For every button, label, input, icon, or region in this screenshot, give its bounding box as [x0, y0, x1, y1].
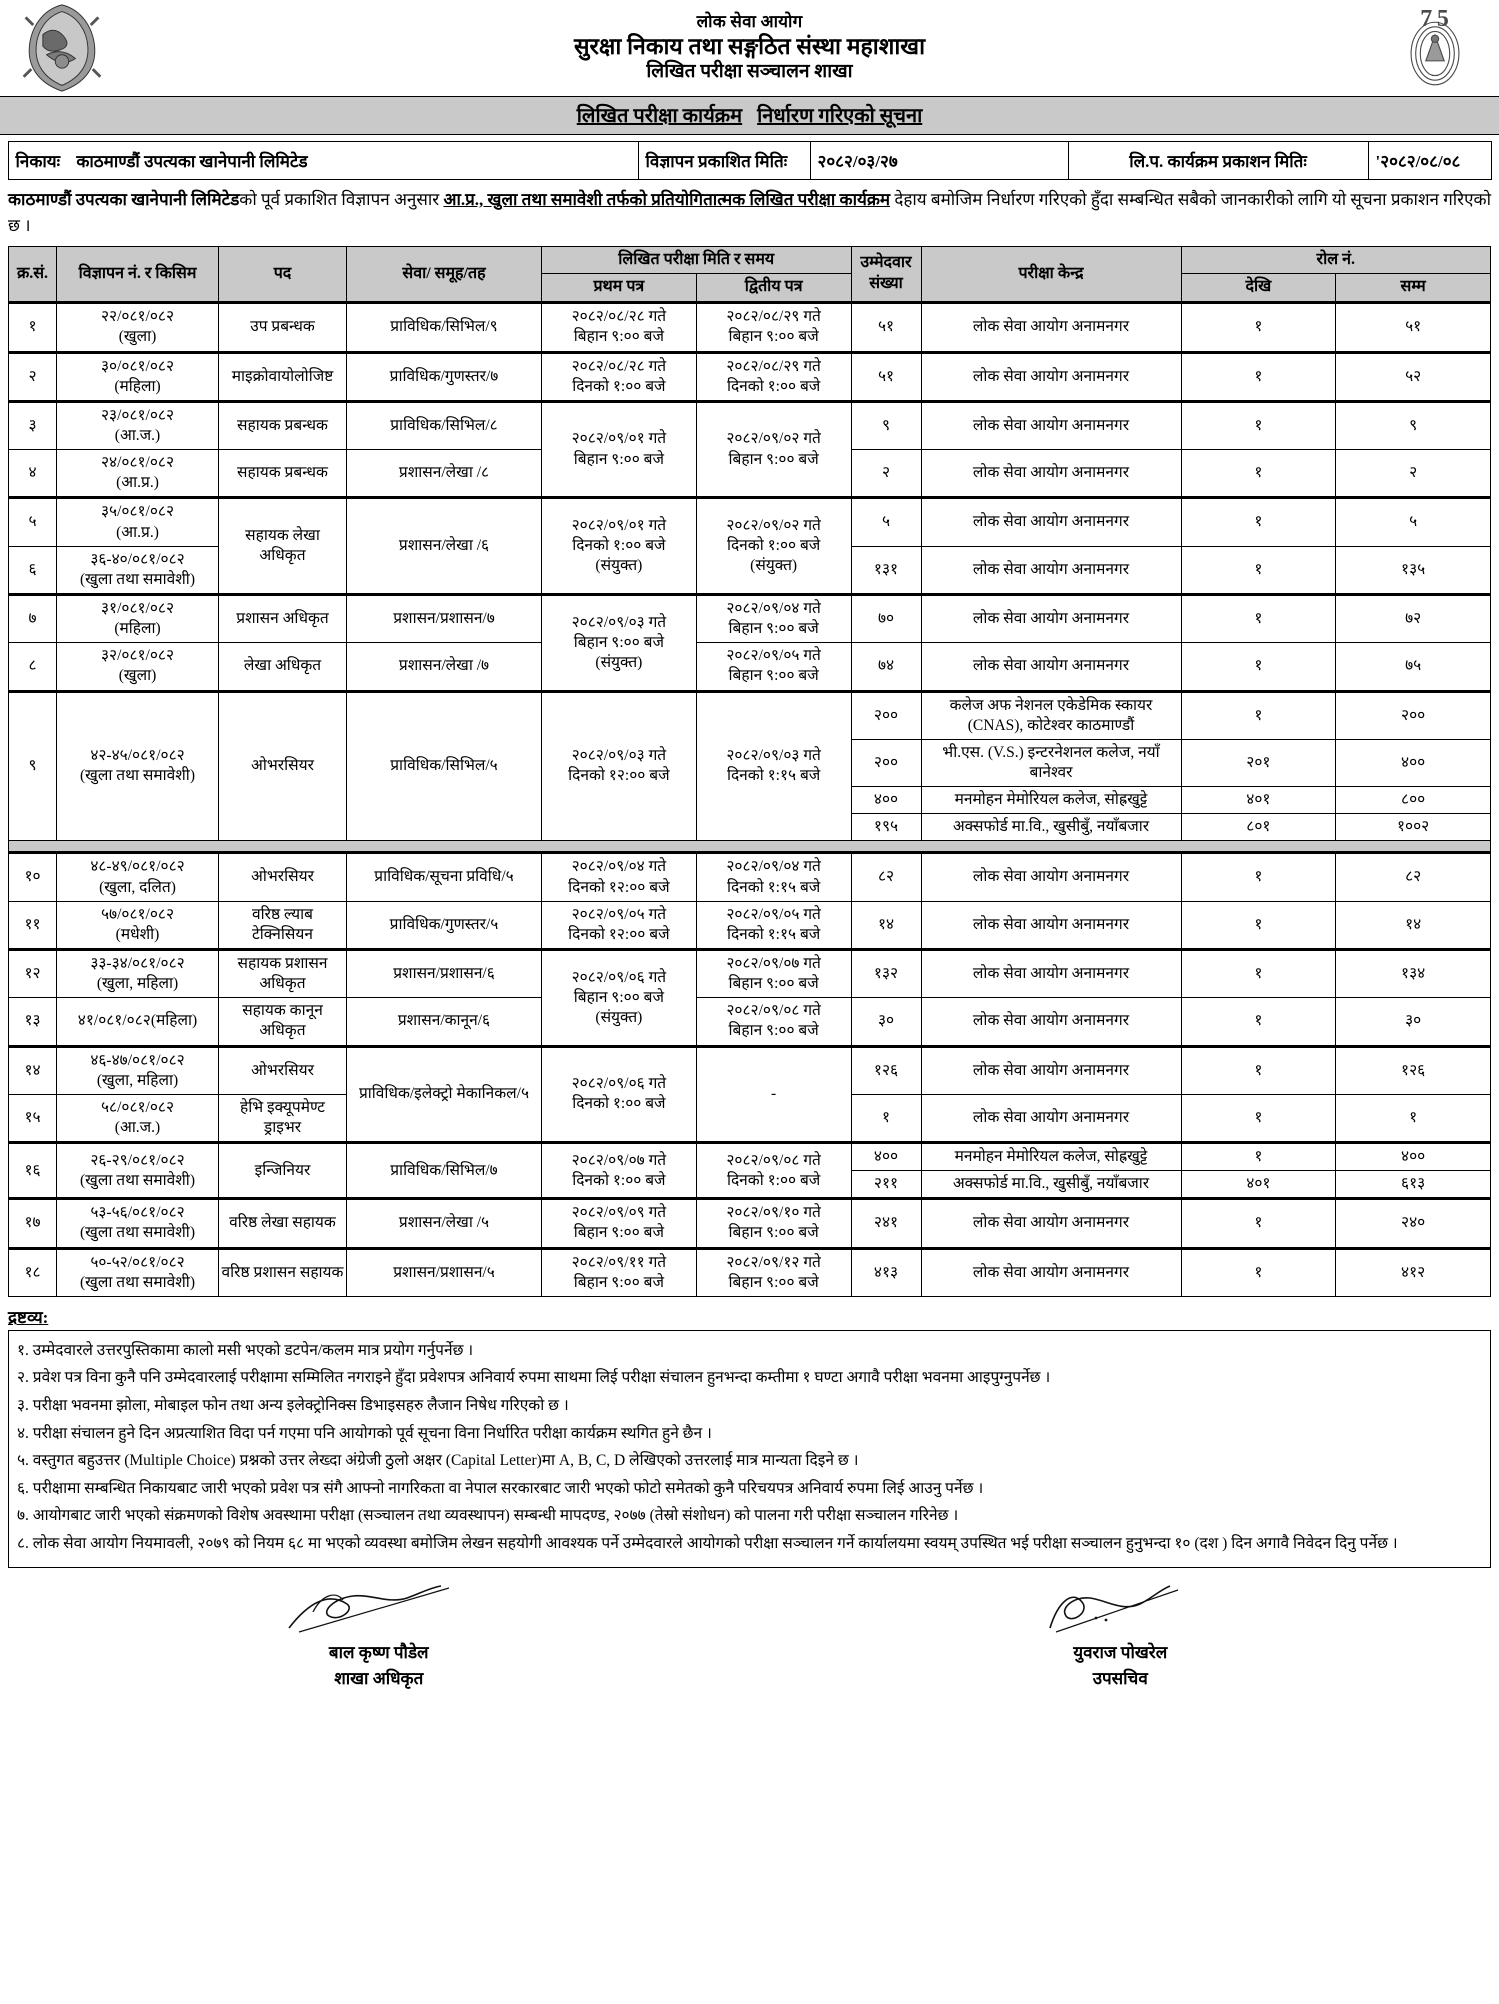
cell-roll-to: ६१३: [1336, 1171, 1491, 1199]
th-candidate-count: उम्मेदवार संख्या: [851, 246, 921, 303]
cell-roll-to: १३४: [1336, 949, 1491, 997]
meta-strip: [8, 141, 1492, 180]
th-exam-date-time: लिखित परीक्षा मिति र समय: [542, 246, 852, 274]
cell-roll-from: १: [1181, 998, 1336, 1046]
header-row-1: [9, 246, 1491, 274]
cell-post: वरिष्ठ ल्याब टेक्निसियन: [219, 901, 347, 949]
cell-serial: ४: [9, 450, 57, 498]
notice-title-bar: [0, 96, 1499, 135]
cell-service: प्रशासन/लेखा /५: [347, 1199, 542, 1248]
cell-roll-to: १: [1336, 1094, 1491, 1142]
cell-paper2-datetime: -: [696, 1046, 851, 1143]
cell-paper2-datetime: २०८२/०९/१० गते बिहान ९:०० बजे: [696, 1199, 851, 1248]
table-row: [9, 1046, 1491, 1094]
cell-roll-to: ५१: [1336, 303, 1491, 352]
cell-service: प्राविधिक/गुणस्तर/५: [347, 901, 542, 949]
table-row: [9, 303, 1491, 352]
cell-exam-center: लोक सेवा आयोग अनामनगर: [921, 352, 1181, 401]
cell-service: प्रशासन/प्रशासन/५: [347, 1248, 542, 1296]
cell-exam-center: लोक सेवा आयोग अनामनगर: [921, 498, 1181, 546]
cell-roll-to: ४१२: [1336, 1248, 1491, 1296]
cell-roll-to: ७५: [1336, 643, 1491, 691]
cell-roll-from: १: [1181, 594, 1336, 642]
table-row: [9, 401, 1491, 449]
department-name: सुरक्षा निकाय तथा सङ्गठित संस्था महाशाखा: [573, 34, 926, 60]
svg-text:7: 7: [1420, 5, 1433, 32]
cell-exam-center: अक्सफोर्ड मा.वि., खुसीबुँ, नयाँबजार: [921, 814, 1181, 841]
table-row: [9, 1248, 1491, 1296]
cell-roll-to: ८००: [1336, 787, 1491, 814]
cell-service: प्राविधिक/इलेक्ट्रो मेकानिकल/५: [347, 1046, 542, 1143]
cell-exam-center: लोक सेवा आयोग अनामनगर: [921, 401, 1181, 449]
table-row: [9, 949, 1491, 997]
th-paper-2: द्वितीय पत्र: [696, 274, 851, 303]
cell-advertisement: ३१/०८१/०८२ (महिला): [57, 594, 219, 642]
cell-service: प्राविधिक/सिभिल/५: [347, 691, 542, 841]
cell-roll-from: ४०१: [1181, 787, 1336, 814]
cell-post: लेखा अधिकृत: [219, 643, 347, 691]
section-name: लिखित परीक्षा सञ्चालन शाखा: [646, 61, 853, 83]
intro-body-name: काठमाण्डौं उपत्यका खानेपानी लिमिटेड: [8, 190, 240, 209]
th-roll-no: रोल नं.: [1181, 246, 1491, 274]
cell-post: ओभरसियर: [219, 853, 347, 901]
cell-paper2-datetime: २०८२/०९/०४ गते बिहान ९:०० बजे: [696, 594, 851, 642]
cell-paper1-datetime: २०८२/०९/०५ गते दिनको १२:०० बजे: [542, 901, 697, 949]
advertisement-date-label: विज्ञापन प्रकाशित मितिः: [638, 142, 810, 180]
table-row: [9, 853, 1491, 901]
cell-roll-from: १: [1181, 1094, 1336, 1142]
table-row: [9, 498, 1491, 546]
th-serial: क्र.सं.: [9, 246, 57, 303]
cell-roll-from: १: [1181, 1199, 1336, 1248]
cell-paper1-datetime: २०८२/०८/२८ गते दिनको १:०० बजे: [542, 352, 697, 401]
cell-exam-center: लोक सेवा आयोग अनामनगर: [921, 949, 1181, 997]
cell-roll-from: ८०१: [1181, 814, 1336, 841]
cell-roll-to: १२६: [1336, 1046, 1491, 1094]
cell-roll-from: १: [1181, 643, 1336, 691]
cell-exam-center: लोक सेवा आयोग अनामनगर: [921, 594, 1181, 642]
cell-service: प्रशासन/लेखा /७: [347, 643, 542, 691]
exam-schedule-table: [8, 246, 1491, 1297]
cell-advertisement: ३५/०८१/०८२ (आ.प्र.): [57, 498, 219, 546]
cell-service: प्रशासन/प्रशासन/७: [347, 594, 542, 642]
table-row: [9, 691, 1491, 739]
cell-roll-from: २०१: [1181, 739, 1336, 786]
table-row: [9, 901, 1491, 949]
notice-title-part2: निर्धारण गरिएको सूचना: [757, 105, 923, 127]
cell-candidate-count: १३२: [851, 949, 921, 997]
table-head: [9, 246, 1491, 303]
signature-mark-left-icon: [169, 1582, 589, 1638]
cell-advertisement: ३६-४०/०८१/०८२ (खुला तथा समावेशी): [57, 546, 219, 594]
cell-serial: १८: [9, 1248, 57, 1296]
cell-post: सहायक प्रबन्धक: [219, 401, 347, 449]
masthead: [0, 0, 1499, 96]
cell-advertisement: ५३-५६/०८१/०८२ (खुला तथा समावेशी): [57, 1199, 219, 1248]
cell-post: इन्जिनियर: [219, 1143, 347, 1199]
cell-serial: ७: [9, 594, 57, 642]
intro-highlight: आ.प्र., खुला तथा समावेशी तर्फको प्रतियोगितात्मक लिखित परीक्षा कार्यक्रम: [443, 190, 891, 209]
cell-roll-to: ७२: [1336, 594, 1491, 642]
cell-serial: २: [9, 352, 57, 401]
cell-candidate-count: २: [851, 450, 921, 498]
th-exam-center: परीक्षा केन्द्र: [921, 246, 1181, 303]
cell-paper1-datetime: २०८२/०९/०३ गते बिहान ९:०० बजे (संयुक्त): [542, 594, 697, 691]
program-publish-label: लि.प. कार्यक्रम प्रकाशन मितिः: [1068, 142, 1368, 180]
cell-candidate-count: १३१: [851, 546, 921, 594]
signature-left-title: शाखा अधिकृत: [334, 1669, 424, 1689]
cell-post: सहायक लेखा अधिकृत: [219, 498, 347, 595]
cell-roll-from: १: [1181, 450, 1336, 498]
cell-paper2-datetime: २०८२/०९/०५ गते दिनको १:१५ बजे: [696, 901, 851, 949]
cell-service: प्राविधिक/सिभिल/८: [347, 401, 542, 449]
signature-right: [910, 1582, 1330, 1689]
cell-advertisement: ३३-३४/०८१/०८२ (खुला, महिला): [57, 949, 219, 997]
cell-roll-to: ८२: [1336, 853, 1491, 901]
note-item: १. उम्मेदवारले उत्तरपुस्तिकामा कालो मसी भएको डटपेन/कलम मात्र प्रयोग गर्नुपर्नेछ ।: [17, 1341, 474, 1359]
cell-candidate-count: ९: [851, 401, 921, 449]
cell-roll-to: २: [1336, 450, 1491, 498]
cell-exam-center: मनमोहन मेमोरियल कलेज, सोह्रखुट्टे: [921, 787, 1181, 814]
svg-text:5: 5: [1436, 5, 1449, 32]
cell-exam-center: अक्सफोर्ड मा.वि., खुसीबुँ, नयाँबजार: [921, 1171, 1181, 1199]
cell-candidate-count: ४१३: [851, 1248, 921, 1296]
cell-roll-from: १: [1181, 691, 1336, 739]
nepal-government-emblem-icon: [14, 2, 110, 94]
cell-exam-center: कलेज अफ नेशनल एकेडेमिक स्कायर (CNAS), कोटेश्वर काठमाण्डौं: [921, 691, 1181, 739]
cell-candidate-count: २४१: [851, 1199, 921, 1248]
cell-roll-from: १: [1181, 546, 1336, 594]
cell-advertisement: ५७/०८१/०८२ (मधेशी): [57, 901, 219, 949]
cell-roll-from: १: [1181, 1046, 1336, 1094]
cell-service: प्राविधिक/सिभिल/७: [347, 1143, 542, 1199]
cell-advertisement: ४१/०८१/०८२(महिला): [57, 998, 219, 1046]
cell-serial: ९: [9, 691, 57, 841]
cell-exam-center: लोक सेवा आयोग अनामनगर: [921, 1248, 1181, 1296]
cell-roll-to: ४००: [1336, 739, 1491, 786]
cell-advertisement: २४/०८१/०८२ (आ.प्र.): [57, 450, 219, 498]
cell-post: ओभरसियर: [219, 691, 347, 841]
cell-roll-from: १: [1181, 401, 1336, 449]
cell-service: प्राविधिक/सिभिल/९: [347, 303, 542, 352]
cell-post: ओभरसियर: [219, 1046, 347, 1094]
cell-candidate-count: ३०: [851, 998, 921, 1046]
cell-serial: ३: [9, 401, 57, 449]
cell-advertisement: ४६-४७/०८१/०८२ (खुला, महिला): [57, 1046, 219, 1094]
cell-post: प्रशासन अधिकृत: [219, 594, 347, 642]
cell-candidate-count: ८२: [851, 853, 921, 901]
cell-paper2-datetime: २०८२/०८/२९ गते बिहान ९:०० बजे: [696, 303, 851, 352]
cell-paper2-datetime: २०८२/०९/०२ गते बिहान ९:०० बजे: [696, 401, 851, 498]
table-body: [9, 303, 1491, 1297]
cell-serial: १: [9, 303, 57, 352]
cell-exam-center: लोक सेवा आयोग अनामनगर: [921, 998, 1181, 1046]
organization-titles: [574, 12, 925, 84]
signature-area: [8, 1578, 1491, 1689]
body-label: निकायः: [15, 152, 61, 171]
cell-roll-to: ३०: [1336, 998, 1491, 1046]
psc-anniversary-logo-icon: [1389, 2, 1481, 94]
cell-exam-center: लोक सेवा आयोग अनामनगर: [921, 643, 1181, 691]
cell-roll-to: ९: [1336, 401, 1491, 449]
table-row: [9, 998, 1491, 1046]
cell-paper1-datetime: २०८२/०९/०४ गते दिनको १२:०० बजे: [542, 853, 697, 901]
cell-exam-center: लोक सेवा आयोग अनामनगर: [921, 1046, 1181, 1094]
cell-candidate-count: ७४: [851, 643, 921, 691]
cell-roll-from: १: [1181, 1143, 1336, 1171]
cell-exam-center: मनमोहन मेमोरियल कलेज, सोह्रखुट्टे: [921, 1143, 1181, 1171]
cell-candidate-count: २११: [851, 1171, 921, 1199]
cell-candidate-count: २००: [851, 739, 921, 786]
table-row: [9, 594, 1491, 642]
notice-title-part1: लिखित परीक्षा कार्यक्रम: [576, 105, 743, 127]
cell-serial: ६: [9, 546, 57, 594]
cell-roll-from: १: [1181, 901, 1336, 949]
cell-service: प्रशासन/प्रशासन/६: [347, 949, 542, 997]
note-item: ७. आयोगबाट जारी भएको संक्रमणको विशेष अवस्थामा परीक्षा (सञ्चालन तथा व्यवस्थापन) सम्बन्धी मापदण्ड, २०७७ (तेस्रो संशोधन) को पालना गरी परीक्षा सञ्चालन गरिनेछ ।: [17, 1507, 959, 1525]
cell-paper2-datetime: २०८२/०९/०७ गते बिहान ९:०० बजे: [696, 949, 851, 997]
cell-exam-center: लोक सेवा आयोग अनामनगर: [921, 303, 1181, 352]
cell-roll-to: २४०: [1336, 1199, 1491, 1248]
cell-paper2-datetime: २०८२/०९/०४ गते दिनको १:१५ बजे: [696, 853, 851, 901]
body-cell: [8, 142, 638, 180]
cell-candidate-count: ७०: [851, 594, 921, 642]
cell-exam-center: लोक सेवा आयोग अनामनगर: [921, 546, 1181, 594]
cell-advertisement: ५०-५२/०८१/०८२ (खुला तथा समावेशी): [57, 1248, 219, 1296]
cell-roll-from: १: [1181, 352, 1336, 401]
cell-candidate-count: ४००: [851, 787, 921, 814]
cell-advertisement: २३/०८१/०८२ (आ.ज.): [57, 401, 219, 449]
th-post: पद: [219, 246, 347, 303]
cell-candidate-count: १४: [851, 901, 921, 949]
cell-candidate-count: ५१: [851, 303, 921, 352]
cell-paper1-datetime: २०८२/०९/०६ गते बिहान ९:०० बजे (संयुक्त): [542, 949, 697, 1046]
intro-text-2: देहाय बमोजिम निर्धारण गरिएको हुँदा सम्बन्धित सबैको जानकारीको लागि यो सूचना प्रकाशन गरिएको छ ।: [8, 190, 1491, 236]
cell-serial: १२: [9, 949, 57, 997]
cell-roll-to: ५२: [1336, 352, 1491, 401]
notes-box: [8, 1330, 1491, 1568]
cell-candidate-count: १२६: [851, 1046, 921, 1094]
cell-post: सहायक प्रशासन अधिकृत: [219, 949, 347, 997]
cell-post: माइक्रोवायोलोजिष्ट: [219, 352, 347, 401]
note-item: ५. वस्तुगत बहुउत्तर (Multiple Choice) प्रश्नको उत्तर लेख्दा अंग्रेजी ठुलो अक्षर (Capital Letter)मा A, B, C, D लेखिएको उत्तरलाई मात्र मान्यता दिइने छ ।: [17, 1452, 859, 1470]
table-row: [9, 643, 1491, 691]
body-value: काठमाण्डौं उपत्यका खानेपानी लिमिटेड: [76, 152, 308, 171]
cell-serial: ११: [9, 901, 57, 949]
cell-candidate-count: २००: [851, 691, 921, 739]
th-service: सेवा/ समूह/तह: [347, 246, 542, 303]
cell-candidate-count: १: [851, 1094, 921, 1142]
notes-label: द्रष्टव्य:: [8, 1307, 49, 1327]
cell-roll-to: २००: [1336, 691, 1491, 739]
cell-advertisement: ४२-४५/०८१/०८२ (खुला तथा समावेशी): [57, 691, 219, 841]
row-separator: [9, 841, 1491, 853]
advertisement-date-value: २०८२/०३/२७: [810, 142, 1068, 180]
cell-paper2-datetime: २०८२/०९/०३ गते दिनको १:१५ बजे: [696, 691, 851, 841]
cell-paper2-datetime: २०८२/०९/०५ गते बिहान ९:०० बजे: [696, 643, 851, 691]
cell-advertisement: २२/०८१/०८२ (खुला): [57, 303, 219, 352]
th-roll-from: देखि: [1181, 274, 1336, 303]
cell-candidate-count: ५: [851, 498, 921, 546]
cell-post: उप प्रबन्धक: [219, 303, 347, 352]
cell-candidate-count: १९५: [851, 814, 921, 841]
th-roll-to: सम्म: [1336, 274, 1491, 303]
cell-serial: १५: [9, 1094, 57, 1142]
cell-roll-to: ५: [1336, 498, 1491, 546]
cell-paper1-datetime: २०८२/०८/२८ गते बिहान ९:०० बजे: [542, 303, 697, 352]
intro-paragraph: [8, 187, 1491, 240]
cell-exam-center: भी.एस. (V.S.) इन्टरनेशनल कलेज, नयाँ बानेश्वर: [921, 739, 1181, 786]
cell-paper1-datetime: २०८२/०९/०३ गते दिनको १२:०० बजे: [542, 691, 697, 841]
cell-roll-to: १३५: [1336, 546, 1491, 594]
cell-paper1-datetime: २०८२/०९/११ गते बिहान ९:०० बजे: [542, 1248, 697, 1296]
program-publish-value: '२०८२/०८/०८: [1368, 142, 1491, 180]
cell-roll-from: १: [1181, 303, 1336, 352]
cell-post: सहायक प्रबन्धक: [219, 450, 347, 498]
cell-roll-from: १: [1181, 949, 1336, 997]
cell-exam-center: लोक सेवा आयोग अनामनगर: [921, 1094, 1181, 1142]
cell-service: प्रशासन/लेखा /८: [347, 450, 542, 498]
cell-service: प्रशासन/कानून/६: [347, 998, 542, 1046]
meta-row: [8, 142, 1491, 180]
cell-advertisement: ३०/०८१/०८२ (महिला): [57, 352, 219, 401]
signature-left-name: बाल कृष्ण पौडेल: [328, 1643, 429, 1663]
signature-right-name: युवराज पोखरेल: [1073, 1643, 1168, 1663]
cell-post: हेभि इक्यूपमेण्ट ड्राइभर: [219, 1094, 347, 1142]
cell-serial: १४: [9, 1046, 57, 1094]
cell-post: वरिष्ठ प्रशासन सहायक: [219, 1248, 347, 1296]
cell-paper2-datetime: २०८२/०९/१२ गते बिहान ९:०० बजे: [696, 1248, 851, 1296]
table-row: [9, 352, 1491, 401]
th-advertisement: विज्ञापन नं. र किसिम: [57, 246, 219, 303]
cell-exam-center: लोक सेवा आयोग अनामनगर: [921, 1199, 1181, 1248]
cell-advertisement: ३२/०८१/०८२ (खुला): [57, 643, 219, 691]
cell-exam-center: लोक सेवा आयोग अनामनगर: [921, 450, 1181, 498]
cell-paper2-datetime: २०८२/०९/०२ गते दिनको १:०० बजे (संयुक्त): [696, 498, 851, 595]
cell-serial: १७: [9, 1199, 57, 1248]
cell-roll-to: १००२: [1336, 814, 1491, 841]
intro-text-1: को पूर्व प्रकाशित विज्ञापन अनुसार: [239, 190, 444, 209]
cell-paper1-datetime: २०८२/०९/०९ गते बिहान ९:०० बजे: [542, 1199, 697, 1248]
org-name: लोक सेवा आयोग: [696, 12, 803, 32]
cell-service: प्राविधिक/गुणस्तर/७: [347, 352, 542, 401]
cell-paper1-datetime: २०८२/०९/०६ गते दिनको १:०० बजे: [542, 1046, 697, 1143]
note-item: ४. परीक्षा संचालन हुने दिन अप्रत्याशित विदा पर्न गएमा पनि आयोगको पूर्व सूचना विना निर्धारित परीक्षा कार्यक्रम स्थगित हुने छैन ।: [17, 1424, 712, 1442]
cell-roll-from: १: [1181, 498, 1336, 546]
cell-serial: ५: [9, 498, 57, 546]
cell-paper1-datetime: २०८२/०९/०७ गते दिनको १:०० बजे: [542, 1143, 697, 1199]
cell-paper2-datetime: २०८२/०९/०८ गते दिनको १:०० बजे: [696, 1143, 851, 1199]
cell-candidate-count: ५१: [851, 352, 921, 401]
cell-roll-to: १४: [1336, 901, 1491, 949]
table-row: [9, 1199, 1491, 1248]
cell-paper1-datetime: २०८२/०९/०१ गते दिनको १:०० बजे (संयुक्त): [542, 498, 697, 595]
cell-roll-from: ४०१: [1181, 1171, 1336, 1199]
cell-advertisement: २६-२९/०८१/०८२ (खुला तथा समावेशी): [57, 1143, 219, 1199]
cell-post: वरिष्ठ लेखा सहायक: [219, 1199, 347, 1248]
signature-mark-right-icon: [910, 1582, 1330, 1638]
cell-roll-to: ४००: [1336, 1143, 1491, 1171]
cell-post: सहायक कानून अधिकृत: [219, 998, 347, 1046]
note-item: ६. परीक्षामा सम्बन्धित निकायबाट जारी भएको प्रवेश पत्र संगै आफ्नो नागरिकता वा नेपाल सरकारबाट जारी भएको फोटो समेतको कुनै परिचयपत्र अनिवार्य रुपमा लिई आउनु पर्नेछ ।: [17, 1479, 984, 1497]
cell-paper1-datetime: २०८२/०९/०१ गते बिहान ९:०० बजे: [542, 401, 697, 498]
cell-exam-center: लोक सेवा आयोग अनामनगर: [921, 901, 1181, 949]
cell-service: प्रशासन/लेखा /६: [347, 498, 542, 595]
note-item: २. प्रवेश पत्र विना कुनै पनि उम्मेदवारलाई परीक्षामा सम्मिलित नगराइने हुँदा प्रवेशपत्र अनिवार्य रुपमा साथमा लिई परीक्षा संचालन हुनभन्दा कम्तीमा १ घण्टा अगावै परीक्षा भवनमा आइपुग्नुपर्नेछ ।: [17, 1369, 1051, 1387]
cell-advertisement: ४८-४९/०८१/०८२ (खुला, दलित): [57, 853, 219, 901]
th-paper-1: प्रथम पत्र: [542, 274, 697, 303]
cell-serial: १०: [9, 853, 57, 901]
cell-serial: १३: [9, 998, 57, 1046]
signature-left: [169, 1582, 589, 1689]
cell-roll-from: १: [1181, 853, 1336, 901]
cell-exam-center: लोक सेवा आयोग अनामनगर: [921, 853, 1181, 901]
table-row: [9, 1143, 1491, 1171]
cell-paper2-datetime: २०८२/०९/०८ गते बिहान ९:०० बजे: [696, 998, 851, 1046]
cell-candidate-count: ४००: [851, 1143, 921, 1171]
cell-serial: ८: [9, 643, 57, 691]
cell-serial: १६: [9, 1143, 57, 1199]
note-item: ८. लोक सेवा आयोग नियमावली, २०७९ को नियम ६८ मा भएको व्यवस्था बमोजिम लेखन सहयोगी आवश्यक पर्ने उम्मेदवारले आयोगको परीक्षा सञ्चालन गर्ने कार्यालयमा स्वयम् उपस्थित भई परीक्षा सञ्चालन हुनुभन्दा १० (दश ) दिन अगावै निवेदन दिनु पर्नेछ ।: [17, 1534, 1398, 1552]
row-separator-cell: [9, 841, 1491, 853]
cell-advertisement: ५८/०८१/०८२ (आ.ज.): [57, 1094, 219, 1142]
cell-roll-from: १: [1181, 1248, 1336, 1296]
signature-right-title: उपसचिव: [1092, 1669, 1148, 1689]
cell-paper2-datetime: २०८२/०८/२९ गते दिनको १:०० बजे: [696, 352, 851, 401]
cell-service: प्राविधिक/सूचना प्रविधि/५: [347, 853, 542, 901]
note-item: ३. परीक्षा भवनमा झोला, मोबाइल फोन तथा अन्य इलेक्ट्रोनिक्स डिभाइसहरु लैजान निषेध गरिएको छ ।: [17, 1397, 569, 1414]
